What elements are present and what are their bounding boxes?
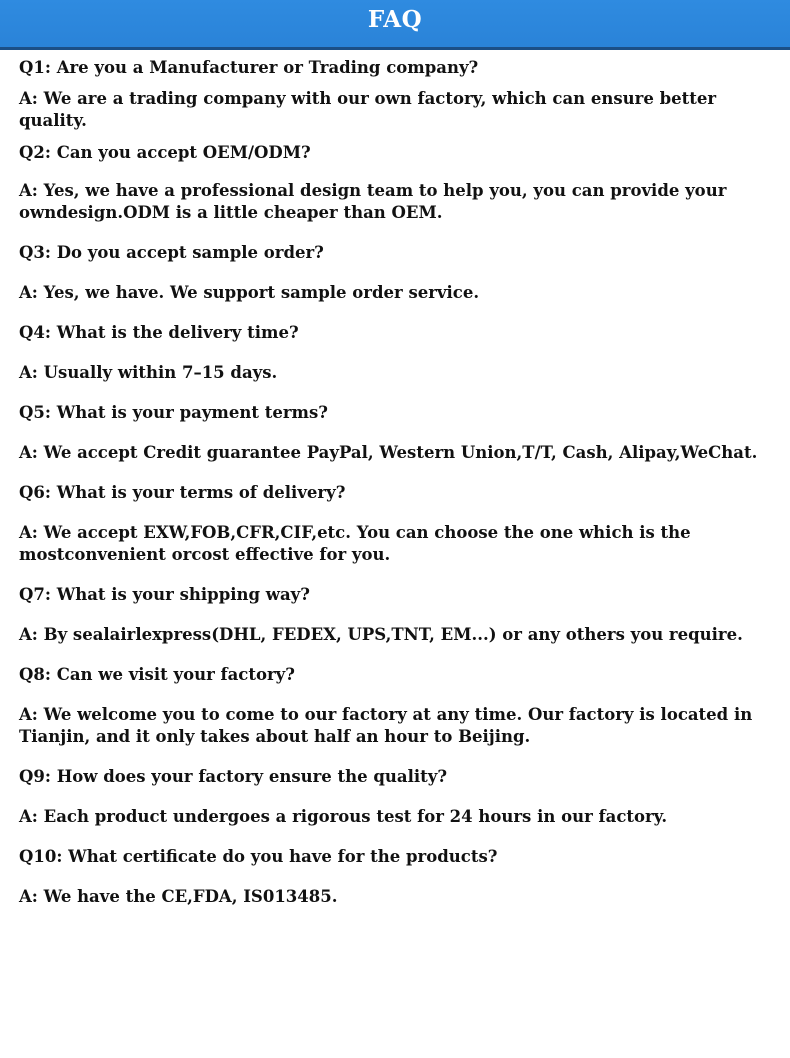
answer-6: A: We accept EXW,FOB,CFR,CIF,etc. You can choose the one which is the mostconvenient orcost effective for you. xyxy=(19,523,691,564)
answer-7: A: By sealairlexpress(DHL, FEDEX, UPS,TNT, EM...) or any others you require. xyxy=(19,625,743,644)
question-2: Q2: Can you accept OEM/ODM? xyxy=(19,143,311,162)
question-4: Q4: What is the delivery time? xyxy=(19,323,299,342)
question-5: Q5: What is your payment terms? xyxy=(19,403,328,422)
answer-3: A: Yes, we have. We support sample order service. xyxy=(19,283,480,302)
answer-8: A: We welcome you to come to our factory at any time. Our factory is located in Tianjin, and it only takes about half an hour to Beijing. xyxy=(19,705,753,746)
question-6: Q6: What is your terms of delivery? xyxy=(19,483,346,502)
answer-9: A: Each product undergoes a rigorous test for 24 hours in our factory. xyxy=(19,807,668,826)
answer-10: A: We have the CE,FDA, IS013485. xyxy=(19,887,338,906)
question-7: Q7: What is your shipping way? xyxy=(19,585,310,604)
answer-2: A: Yes, we have a professional design team to help you, you can provide your owndesign.ODM is a little cheaper than OEM. xyxy=(19,181,727,222)
question-1: Q1: Are you a Manufacturer or Trading company? xyxy=(19,58,479,77)
question-8: Q8: Can we visit your factory? xyxy=(19,665,295,684)
question-3: Q3: Do you accept sample order? xyxy=(19,243,324,262)
question-10: Q10: What certificate do you have for the products? xyxy=(19,847,498,866)
question-9: Q9: How does your factory ensure the quality? xyxy=(19,767,448,786)
answer-4: A: Usually within 7–15 days. xyxy=(19,363,278,382)
faq-header xyxy=(0,0,790,50)
page-title: FAQ xyxy=(367,6,423,33)
answer-1: A: We are a trading company with our own factory, which can ensure better quality. xyxy=(19,89,717,130)
answer-5: A: We accept Credit guarantee PayPal, Western Union,T/T, Cash, Alipay,WeChat. xyxy=(19,443,758,462)
